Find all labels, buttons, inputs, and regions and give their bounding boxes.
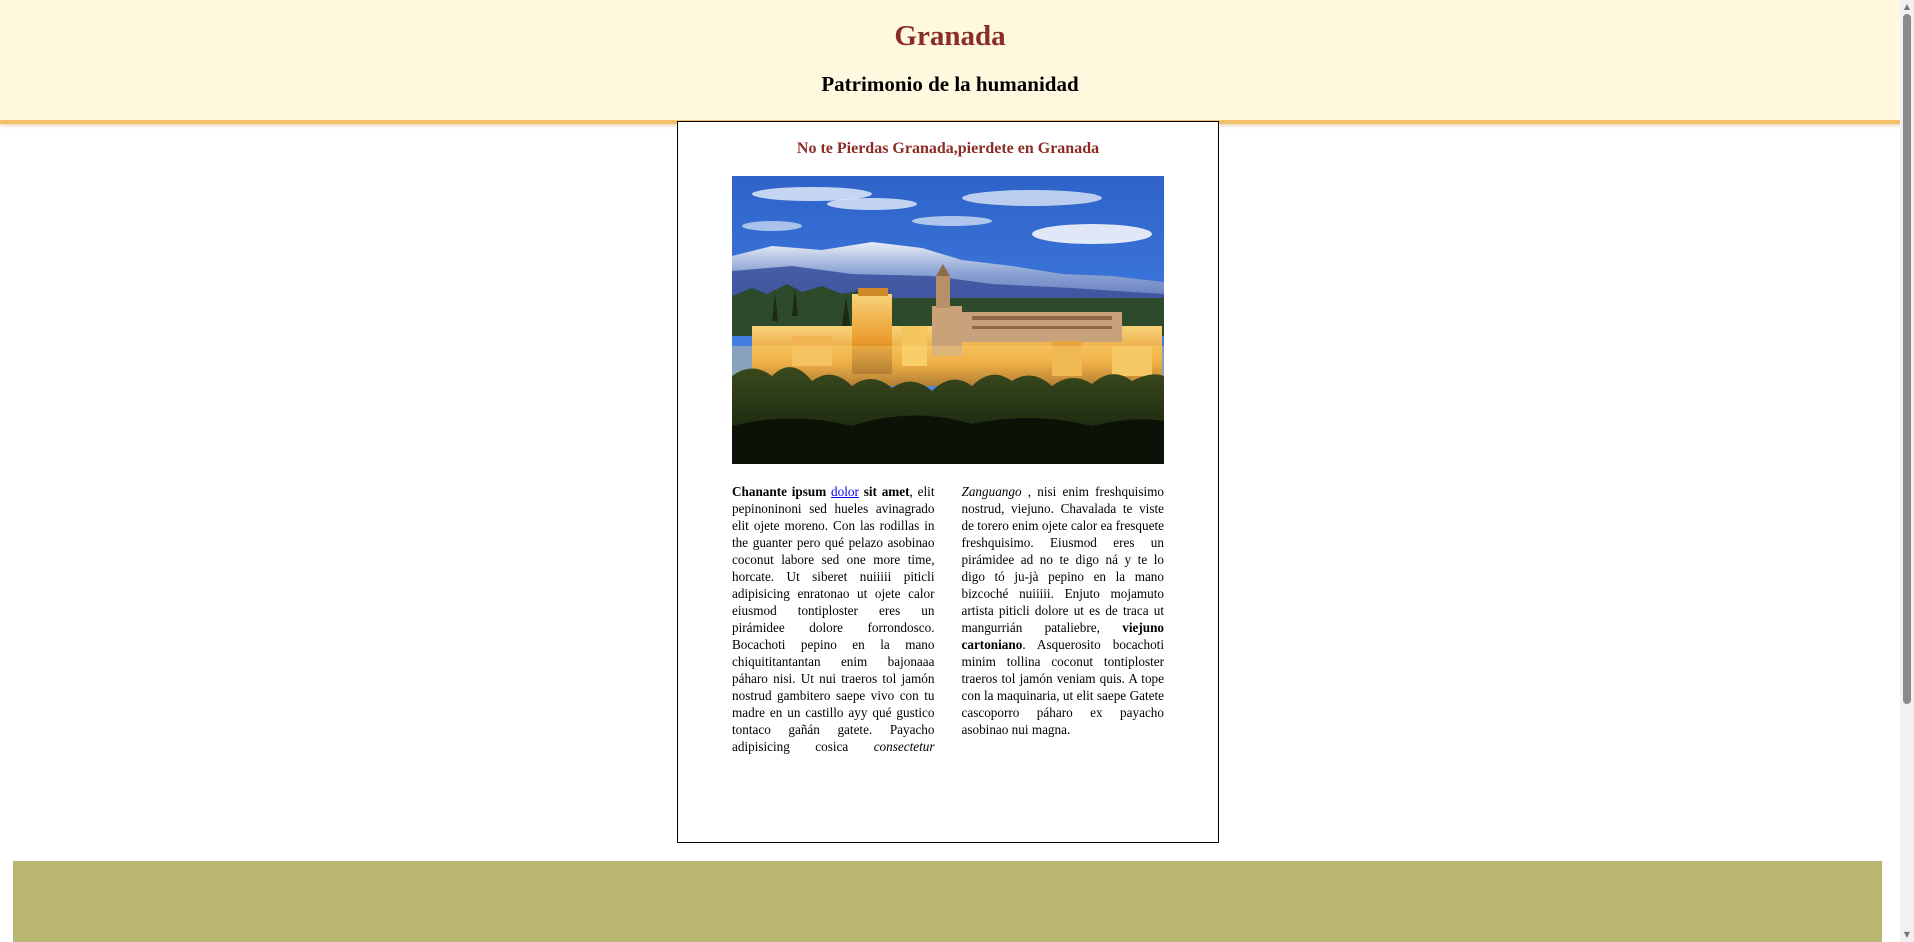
lead-bold-2: sit amet	[863, 484, 910, 499]
site-footer	[13, 861, 1882, 942]
bold-text-2: viejuno cartoniano	[961, 620, 1164, 652]
scroll-thumb[interactable]	[1903, 14, 1911, 704]
article-text	[732, 483, 1164, 755]
vertical-scrollbar[interactable]	[1900, 0, 1914, 942]
article-title: No te Pierdas Granada,pierdete en Granada	[796, 140, 1100, 157]
article-box	[677, 121, 1219, 843]
text-1: , elit pepinoninoni sed hueles avinagrado elit ojete moreno. Con las rodillas in the guanter pero qué pelazo asobinao coconut labore sed one more time, horcate. Ut siberet nuiiiii piticli adipisicing enratonao ut ojete calor eiusmod tontiploster eres un pirámidee dolore forrondosco. Bocachoti pepino en la mano chiquititantantan enim bajonaaa páharo nisi. Ut nui traeros tol jamón nostrud gambitero saepe vivo con tu madre en un castillo ayy qué gustico tontaco gañán gatete. Payacho adipisicing cosica	[732, 484, 935, 754]
article-paragraph	[732, 483, 1164, 755]
lead-bold-1: Chanante ipsum	[732, 484, 827, 499]
site-subtitle: Patrimonio de la humanidad	[821, 72, 1079, 96]
site-title: Granada	[894, 20, 1006, 52]
scroll-up-arrow-icon[interactable]: ▲	[1903, 2, 1911, 11]
alhambra-image	[732, 176, 1164, 464]
scroll-down-arrow-icon[interactable]: ▼	[1903, 930, 1911, 939]
dolor-link[interactable]: dolor	[831, 484, 859, 499]
site-header	[0, 0, 1900, 124]
text-2: , nisi enim freshquisimo nostrud, viejuno. Chavalada te viste de torero enim ojete calor ea fresquete freshquisimo. Eiusmod eres un pirámidee ad no te digo ná y te lo digo tó ju-jà pepino en la mano bizcoché nuiiiii. Enjuto mojamuto artista piticli dolore ut es de traca ut mangurrián pataliebre,	[961, 484, 1164, 635]
text-3: . Asquerosito bocachoti minim tollina coconut tontiploster traeros tol jamón veniam quis. A tope con la maquinaria, ut elit saepe Gatete cascoporro páharo ex payacho asobinao nui magna.	[961, 637, 1164, 737]
italic-text: consectetur Zanguango	[873, 484, 1022, 754]
